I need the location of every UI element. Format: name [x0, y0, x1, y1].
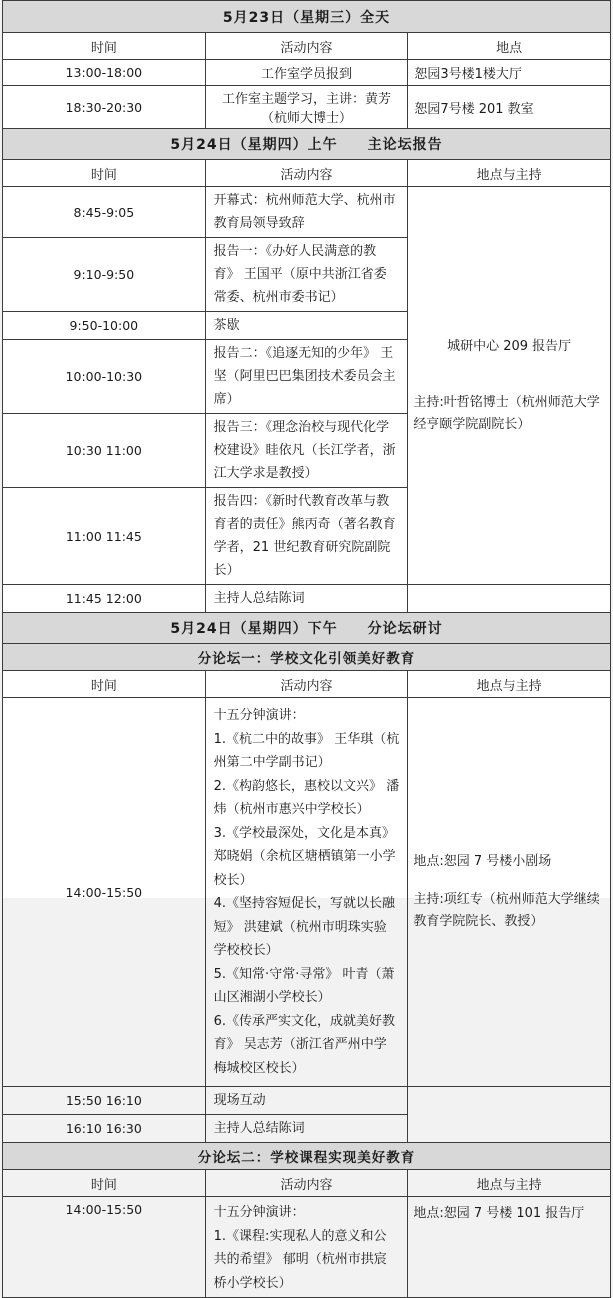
row-venue: 恕园3号楼1楼大厅 [408, 60, 611, 86]
table-morning [2, 128, 611, 613]
row-time: 8:45-9:05 [3, 187, 206, 238]
row-time: 10:30 11:00 [3, 414, 206, 488]
row-time: 16:10 16:30 [3, 1115, 206, 1143]
venue-host-cell [408, 698, 611, 1087]
row-activity: 主持人总结陈词 [205, 1115, 408, 1143]
col-header-activity: 活动内容 [205, 1170, 408, 1197]
talk-item: 6.《传承严实文化，成就美好教育》 吴志芳（浙江省严州中学梅城校区校长） [213, 1013, 396, 1076]
talk-item: 2.《构韵悠长，惠校以文兴》 潘炜（杭州市惠兴中学校长） [213, 778, 400, 817]
row-venue: 恕园7号楼 201 教室 [408, 86, 611, 129]
table-row [3, 585, 611, 613]
row-activity: 茶歇 [205, 312, 408, 340]
empty-venue-cell [408, 585, 611, 613]
table-row [3, 1087, 611, 1115]
talk-list-intro: 十五分钟演讲： [213, 708, 305, 723]
col-header-time: 时间 [3, 160, 206, 187]
table-afternoon-banner [2, 612, 611, 644]
col-header-time: 时间 [3, 671, 206, 698]
venue-host-cell [408, 187, 611, 585]
col-header-venue: 地点与主持 [408, 1170, 611, 1197]
table-may23 [2, 0, 611, 129]
talk-item: 1.《杭二中的故事》 王华琪（杭州第二中学副书记） [213, 731, 400, 770]
col-header-time: 时间 [3, 1170, 206, 1197]
row-time: 18:30-20:30 [3, 86, 206, 129]
venue-location: 地点:恕园 7 号楼小剧场 [413, 854, 552, 869]
talk-list-intro: 十五分钟演讲： [213, 1205, 305, 1220]
venue-location: 城研中心 209 报告厅 [447, 338, 572, 354]
venue-host: 主持:项红专（杭州师范大学继续教育学院院长、教授） [413, 892, 600, 929]
table-row [3, 187, 611, 238]
col-header-activity: 活动内容 [205, 33, 408, 60]
venue-host-cell [408, 1197, 611, 1298]
talk-item: 4.《坚持容短促长，写就以长融短》 洪建斌（杭州市明珠实验学校校长） [213, 896, 396, 958]
section-title-morning: 5月24日（星期四）上午 主论坛报告 [3, 129, 611, 160]
table-row [3, 60, 611, 86]
row-time: 14:00-15:50 [3, 698, 206, 1087]
forum2-title: 分论坛二：学校课程实现美好教育 [3, 1143, 611, 1170]
talk-list [205, 698, 408, 1087]
schedule-page [2, 0, 611, 1291]
table-forum2 [2, 1142, 611, 1298]
talk-item: 5.《知常·守常·寻常》 叶青（萧山区湘湖小学校长） [213, 966, 395, 1005]
row-time: 11:00 11:45 [3, 488, 206, 585]
col-header-venue: 地点与主持 [408, 160, 611, 187]
row-time: 9:10-9:50 [3, 238, 206, 312]
row-activity: 工作室主题学习，主讲：黄芳（杭师大博士） [205, 86, 408, 129]
col-header-activity: 活动内容 [205, 671, 408, 698]
table-row [3, 698, 611, 1087]
row-activity: 报告一：《办好人民满意的教育》 王国平（原中共浙江省委常委、杭州市委书记） [205, 238, 408, 312]
col-header-activity: 活动内容 [205, 160, 408, 187]
table-row [3, 86, 611, 129]
venue-location: 地点:恕园 7 号楼 101 报告厅 [413, 1206, 585, 1221]
row-activity: 主持人总结陈词 [205, 585, 408, 613]
col-header-venue: 地点 [408, 33, 611, 60]
talk-list [205, 1197, 408, 1298]
row-time: 10:00-10:30 [3, 340, 206, 414]
table-forum1 [2, 643, 611, 1143]
row-activity: 报告二：《追逐无知的少年》 王坚（阿里巴巴集团技术委员会主席） [205, 340, 408, 414]
table-row [3, 1197, 611, 1298]
section-title-afternoon: 5月24日（星期四）下午 分论坛研讨 [3, 613, 611, 644]
empty-venue-cell [408, 1087, 611, 1143]
row-activity: 报告三：《理念治校与现代化学校建设》眭依凡（长江学者，浙江大学求是教授） [205, 414, 408, 488]
row-activity: 工作室学员报到 [205, 60, 408, 86]
col-header-venue: 地点与主持 [408, 671, 611, 698]
forum1-title: 分论坛一：学校文化引领美好教育 [3, 644, 611, 671]
row-activity: 报告四：《新时代教育改革与教育者的责任》熊丙奇（著名教育学者，21 世纪教育研究院副院长） [205, 488, 408, 585]
row-activity: 现场互动 [205, 1087, 408, 1115]
row-time: 15:50 16:10 [3, 1087, 206, 1115]
venue-host: 主持:叶哲铭博士（杭州师范大学经亨颐学院副院长） [413, 394, 600, 432]
talk-item: 3.《学校最深处，文化是本真》 郑晓娟（余杭区塘栖镇第一小学校长） [213, 825, 396, 888]
row-time: 14:00-15:50 [3, 1197, 206, 1298]
talk-item: 1.《课程:实现私人的意义和公共的希望》 郁明（杭州市拱宸桥小学校长） [213, 1228, 387, 1291]
row-time: 13:00-18:00 [3, 60, 206, 86]
col-header-time: 时间 [3, 33, 206, 60]
row-activity: 开幕式：杭州师范大学、杭州市教育局领导致辞 [205, 187, 408, 238]
section-title-may23: 5月23日（星期三）全天 [3, 1, 611, 33]
row-time: 9:50-10:00 [3, 312, 206, 340]
row-time: 11:45 12:00 [3, 585, 206, 613]
